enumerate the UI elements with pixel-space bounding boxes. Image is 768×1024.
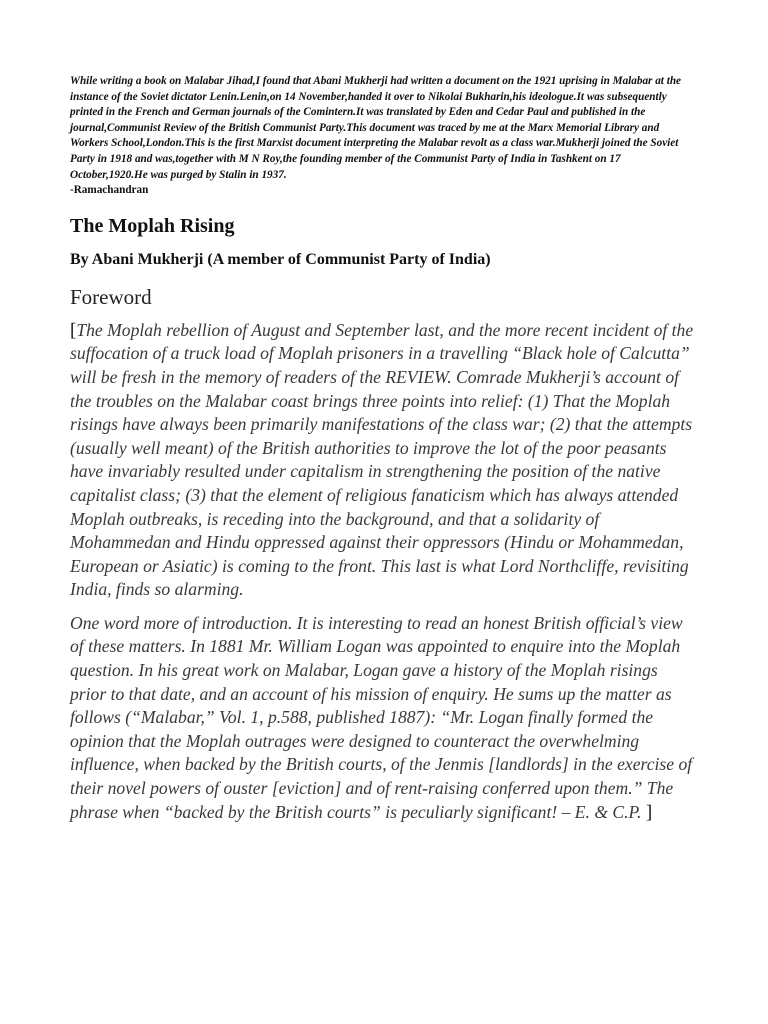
document-page	[70, 74, 710, 824]
foreword-paragraph-1	[70, 319, 698, 602]
document-byline: By Abani Mukherji (A member of Communist Party of India)	[70, 250, 491, 268]
close-bracket: ]	[645, 801, 653, 823]
foreword-heading: Foreword	[70, 284, 152, 309]
intro-attribution: -Ramachandran	[70, 184, 149, 197]
open-bracket: [	[70, 319, 77, 341]
foreword-paragraph-2	[70, 612, 698, 824]
foreword-paragraph-2-text: One word more of introduction. It is interesting to read an honest British official’s view of these matters. In 1881 Mr. William Logan was appointed to enquire into the Moplah question. In his great work on Malabar, Logan gave a history of the Moplah risings prior to that date, and an account of his mission of enquiry. He sums up the matter as follows (“Malabar,” Vol. 1, p.588, published 1887): “Mr. Logan finally formed the opinion that the Moplah outrages were designed to counteract the overwhelming influence, when backed by the British courts, of the Jenmis [landlords] in the exercise of their novel powers of ouster [eviction] and of rent-raising conferred upon them.” The phrase when “backed by the British courts” is peculiarly significant! – E. & C.P.	[70, 612, 693, 822]
intro-note	[70, 74, 700, 199]
document-title: The Moplah Rising	[70, 214, 235, 237]
intro-text: While writing a book on Malabar Jihad,I found that Abani Mukherji had written a document on the 1921 uprising in Malabar at the instance of the Soviet dictator Lenin.Lenin,on 14 November,handed it over to Nikolai Bukharin,his ideologue.It was subsequently printed in the French and German journals of the Comintern.It was translated by Eden and Cedar Paul and published in the journal,Communist Review of the British Communist Party.This document was traced by me at the Marx Memorial Library and Workers School,London.This is the first Marxist document interpreting the Malabar revolt as a class war.Mukherji joined the Soviet Party in 1918 and was,together with M N Roy,the founding member of the Communist Party of India in Tashkent on 17 October,1920.He was purged by Stalin in 1937.	[70, 75, 682, 181]
foreword-paragraph-1-text: The Moplah rebellion of August and September last, and the more recent incident of the suffocation of a truck load of Moplah prisoners in a travelling “Black hole of Calcutta” will be fresh in the memory of readers of the REVIEW. Comrade Mukherji’s account of the troubles on the Malabar coast brings three points into relief: (1) That the Moplah risings have always been primarily manifestations of the class war; (2) that the attempts (usually well meant) of the British authorities to improve the lot of the poor peasants have invariably resulted under capitalism in strengthening the position of the native capitalist class; (3) that the element of religious fanaticism which has always attended Moplah outbreaks, is receding into the background, and that a solidarity of Mohammedan and Hindu oppressed against their oppressors (Hindu or Mohammedan, European or Asiatic) is coming to the front. This last is what Lord Northcliffe, revisiting India, finds so alarming.	[70, 319, 694, 600]
